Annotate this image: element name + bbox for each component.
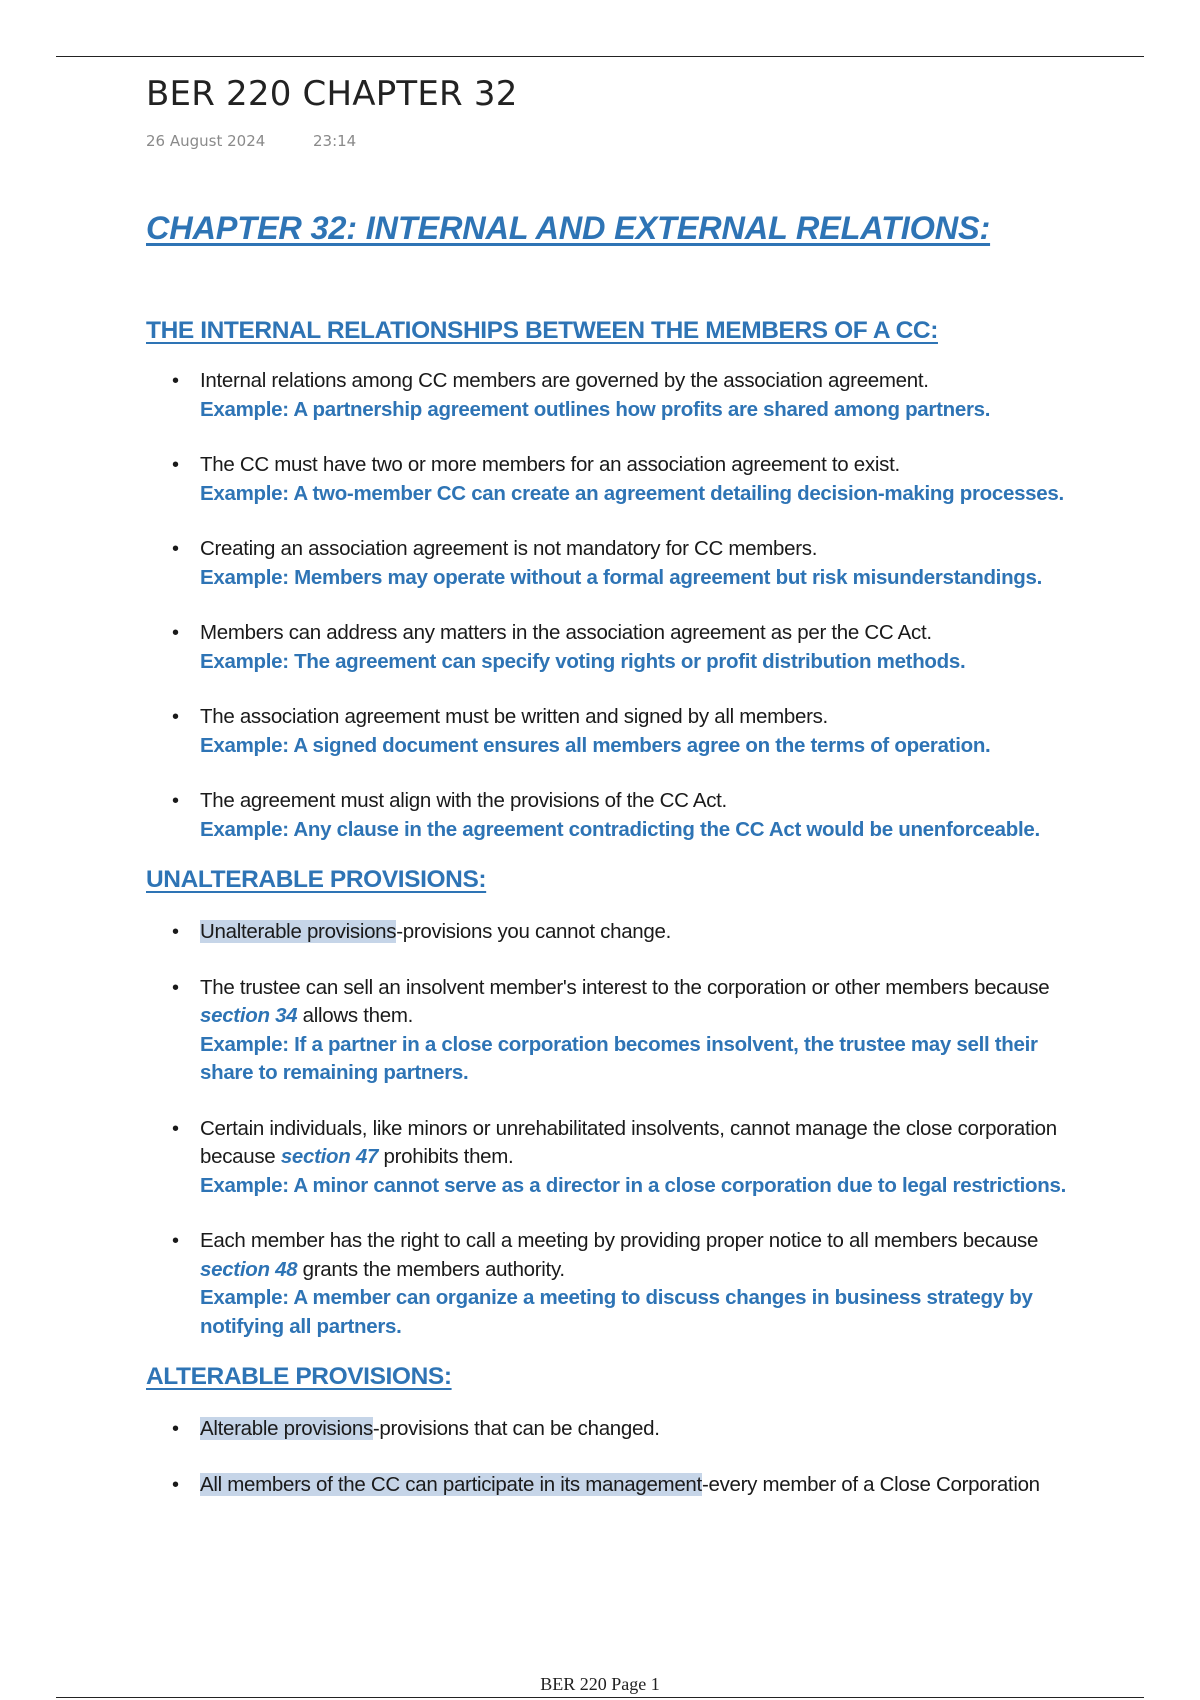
internal-list <box>146 367 1066 844</box>
item-text: -provisions you cannot change. <box>396 920 671 943</box>
note-date: 26 August 2024 <box>146 132 266 150</box>
highlighted-term: All members of the CC can participate in its management <box>200 1472 702 1496</box>
item-text: grants the members authority. <box>297 1257 565 1281</box>
item-example: Example: A two-member CC can create an agreement detailing decision-making processes. <box>200 481 1064 505</box>
top-rule <box>56 56 1144 57</box>
item-text: allows them. <box>297 1004 414 1027</box>
section-heading-internal: THE INTERNAL RELATIONSHIPS BETWEEN THE MEMBERS OF A CC: <box>146 317 938 344</box>
item-text: Internal relations among CC members are governed by the association agreement. <box>200 369 929 392</box>
item-example: Example: A partnership agreement outlines how profits are shared among partners. <box>200 397 991 421</box>
list-item <box>146 1115 1066 1201</box>
section-reference: section 34 <box>200 1004 298 1027</box>
bottom-rule <box>56 1697 1144 1698</box>
item-example: Example: Members may operate without a formal agreement but risk misunderstandings. <box>200 565 1043 589</box>
list-item <box>146 619 1066 676</box>
list-item <box>146 535 1066 592</box>
item-example: Example: Any clause in the agreement contradicting the CC Act would be unenforceable. <box>200 817 1040 841</box>
list-item <box>146 451 1066 508</box>
list-item <box>146 367 1066 424</box>
list-item <box>146 1227 1066 1341</box>
item-example: Example: If a partner in a close corporation becomes insolvent, the trustee may sell their share to remaining partners. <box>200 1032 1038 1084</box>
item-text: The agreement must align with the provisions of the CC Act. <box>200 789 727 812</box>
item-text: The trustee can sell an insolvent member's interest to the corporation or other members because <box>200 975 1050 999</box>
alterable-list <box>146 1415 1066 1499</box>
item-text: prohibits them. <box>378 1145 514 1168</box>
item-text: The CC must have two or more members for an association agreement to exist. <box>200 453 900 476</box>
item-example: Example: A member can organize a meeting to discuss changes in business strategy by notifying all partners. <box>200 1286 1033 1338</box>
item-text: Certain individuals, like minors or unrehabilitated insolvents, cannot manage the close corporation because <box>200 1116 1057 1168</box>
item-example: Example: The agreement can specify voting rights or profit distribution methods. <box>200 649 966 673</box>
list-item <box>146 974 1066 1088</box>
item-example: Example: A signed document ensures all members agree on the terms of operation. <box>200 733 991 757</box>
note-time: 23:14 <box>313 132 357 150</box>
item-text: The association agreement must be written and signed by all members. <box>200 705 828 728</box>
item-text: Members can address any matters in the association agreement as per the CC Act. <box>200 621 932 644</box>
section-reference: section 47 <box>280 1145 379 1168</box>
section-reference: section 48 <box>200 1257 298 1281</box>
item-text: Creating an association agreement is not mandatory for CC members. <box>200 537 818 560</box>
item-text: -provisions that can be changed. <box>372 1417 660 1440</box>
highlighted-term: Alterable provisions <box>200 1417 373 1440</box>
list-item <box>146 918 1066 947</box>
item-text: Each member has the right to call a meeting by providing proper notice to all members because <box>200 1229 1039 1252</box>
page-title: BER 220 CHAPTER 32 <box>146 74 518 114</box>
list-item <box>146 787 1066 844</box>
chapter-heading: CHAPTER 32: INTERNAL AND EXTERNAL RELATIONS: <box>146 210 991 246</box>
page-content <box>146 210 1066 1499</box>
list-item <box>146 703 1066 760</box>
item-example: Example: A minor cannot serve as a director in a close corporation due to legal restrictions. <box>200 1173 1067 1197</box>
unalterable-list <box>146 918 1066 1341</box>
list-item <box>146 1415 1066 1444</box>
section-heading-alterable: ALTERABLE PROVISIONS: <box>146 1363 452 1390</box>
section-heading-unalterable: UNALTERABLE PROVISIONS: <box>146 866 487 893</box>
item-text: -every member of a Close Corporation <box>701 1472 1040 1496</box>
list-item <box>146 1471 1066 1500</box>
highlighted-term: Unalterable provisions <box>200 920 397 943</box>
page-footer: BER 220 Page 1 <box>540 1674 660 1694</box>
